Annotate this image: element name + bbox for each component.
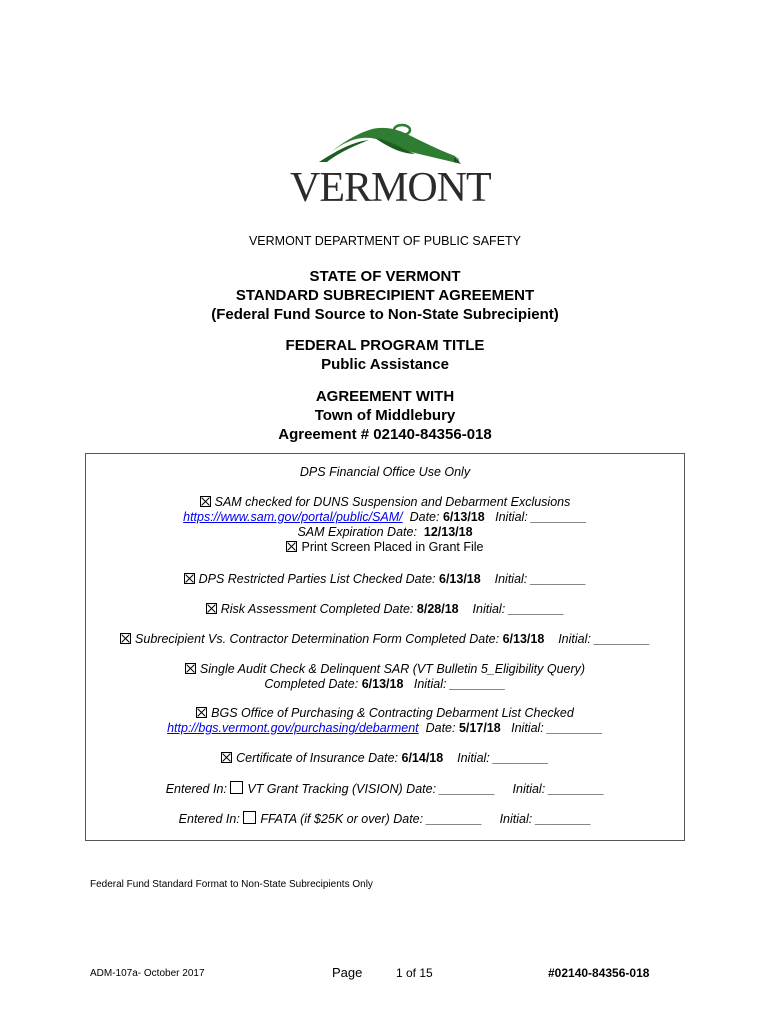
sam-label: SAM checked for DUNS Suspension and Debarment Exclusions <box>214 495 571 509</box>
sam-expiration-label: SAM Expiration Date: <box>297 525 417 539</box>
insurance-initial: Initial: ________ <box>457 751 549 765</box>
insurance-date: 6/14/18 <box>401 751 444 765</box>
insurance-row <box>0 751 770 766</box>
vermont-logo <box>290 118 491 211</box>
document-number: #02140-84356-018 <box>548 966 650 980</box>
checked-box-icon[interactable] <box>184 573 195 584</box>
sam-link-row <box>0 510 770 525</box>
checked-box-icon[interactable] <box>196 707 207 718</box>
page-count: 1 of 15 <box>396 966 433 980</box>
title-line-2: STANDARD SUBRECIPIENT AGREEMENT <box>235 287 535 304</box>
title-line-3: (Federal Fund Source to Non-State Subrecipient) <box>211 306 559 323</box>
checked-box-icon[interactable] <box>185 663 196 674</box>
checked-box-icon[interactable] <box>286 541 297 552</box>
risk-assessment-row <box>0 602 770 617</box>
program-name: Public Assistance <box>321 356 449 373</box>
agreement-with: AGREEMENT WITH <box>315 388 455 405</box>
risk-date: 8/28/18 <box>416 602 459 616</box>
print-screen-row <box>0 540 770 555</box>
audit-completed-row <box>0 677 770 692</box>
insurance-label: Certificate of Insurance Date: <box>236 751 399 765</box>
print-screen-label: Print Screen Placed in Grant File <box>301 540 484 554</box>
agreement-number: Agreement # 02140-84356-018 <box>278 426 492 443</box>
bgs-initial: Initial: ________ <box>511 721 603 735</box>
program-heading: FEDERAL PROGRAM TITLE <box>285 337 485 354</box>
checked-box-icon[interactable] <box>120 633 131 644</box>
subrecipient-initial: Initial: ________ <box>558 632 650 646</box>
restricted-date: 6/13/18 <box>439 572 481 586</box>
form-id: ADM-107a- October 2017 <box>90 968 205 979</box>
restricted-initial: Initial: ________ <box>494 572 587 586</box>
ffata-initial: Initial: ________ <box>499 812 592 826</box>
mountain-icon <box>315 118 465 168</box>
ffata-prefix: Entered In: <box>178 812 240 826</box>
checked-box-icon[interactable] <box>206 603 217 614</box>
risk-initial: Initial: ________ <box>472 602 565 616</box>
subrecipient-label: Subrecipient Vs. Contractor Determination Form Completed Date: <box>135 632 500 646</box>
sam-initial: Initial: ________ <box>495 510 587 524</box>
checked-box-icon[interactable] <box>200 496 211 507</box>
sam-expiration-row <box>0 525 770 540</box>
restricted-label: DPS Restricted Parties List Checked Date: <box>198 572 436 586</box>
sam-link[interactable]: https://www.sam.gov/portal/public/SAM/ <box>183 510 403 524</box>
risk-label: Risk Assessment Completed Date: <box>220 602 414 616</box>
ffata-label: FFATA (if $25K or over) Date: ________ <box>260 812 483 826</box>
subrecipient-row <box>0 632 770 647</box>
bgs-label: BGS Office of Purchasing & Contracting Debarment List Checked <box>211 706 574 720</box>
vision-initial: Initial: ________ <box>512 782 605 796</box>
sam-date-label: Date: <box>409 510 440 524</box>
audit-date: 6/13/18 <box>361 677 404 691</box>
bgs-link-row <box>0 721 770 736</box>
empty-checkbox-icon[interactable] <box>230 781 243 794</box>
bgs-date: 5/17/18 <box>458 721 501 735</box>
ffata-row <box>0 811 770 827</box>
party-name: Town of Middlebury <box>314 407 456 424</box>
department-name: VERMONT DEPARTMENT OF PUBLIC SAFETY <box>248 234 522 248</box>
bgs-row <box>0 706 770 721</box>
logo-wordmark: VERMONT <box>290 165 491 211</box>
restricted-parties-row <box>0 572 770 587</box>
title-line-1: STATE OF VERMONT <box>309 268 461 285</box>
audit-initial: Initial: ________ <box>413 677 506 691</box>
sam-check-row <box>0 495 770 510</box>
office-use-heading: DPS Financial Office Use Only <box>299 465 471 479</box>
vision-label: VT Grant Tracking (VISION) Date: ________ <box>247 782 496 796</box>
sam-date: 6/13/18 <box>442 510 485 524</box>
empty-checkbox-icon[interactable] <box>243 811 256 824</box>
subrecipient-date: 6/13/18 <box>502 632 545 646</box>
vision-row <box>0 781 770 797</box>
vision-prefix: Entered In: <box>165 782 227 796</box>
page-label: Page <box>332 965 363 980</box>
format-footnote: Federal Fund Standard Format to Non-State Subrecipients Only <box>90 879 373 890</box>
bgs-link[interactable]: http://bgs.vermont.gov/purchasing/debarment <box>167 721 419 735</box>
single-audit-row <box>0 662 770 677</box>
audit-label: Single Audit Check & Delinquent SAR (VT Bulletin 5_Eligibility Query) <box>199 662 586 676</box>
bgs-date-label: Date: <box>425 721 456 735</box>
audit-completed-label: Completed Date: <box>264 677 359 691</box>
registered-mark: ® <box>454 158 460 165</box>
sam-expiration-date: 12/13/18 <box>423 525 473 539</box>
checked-box-icon[interactable] <box>221 752 232 763</box>
